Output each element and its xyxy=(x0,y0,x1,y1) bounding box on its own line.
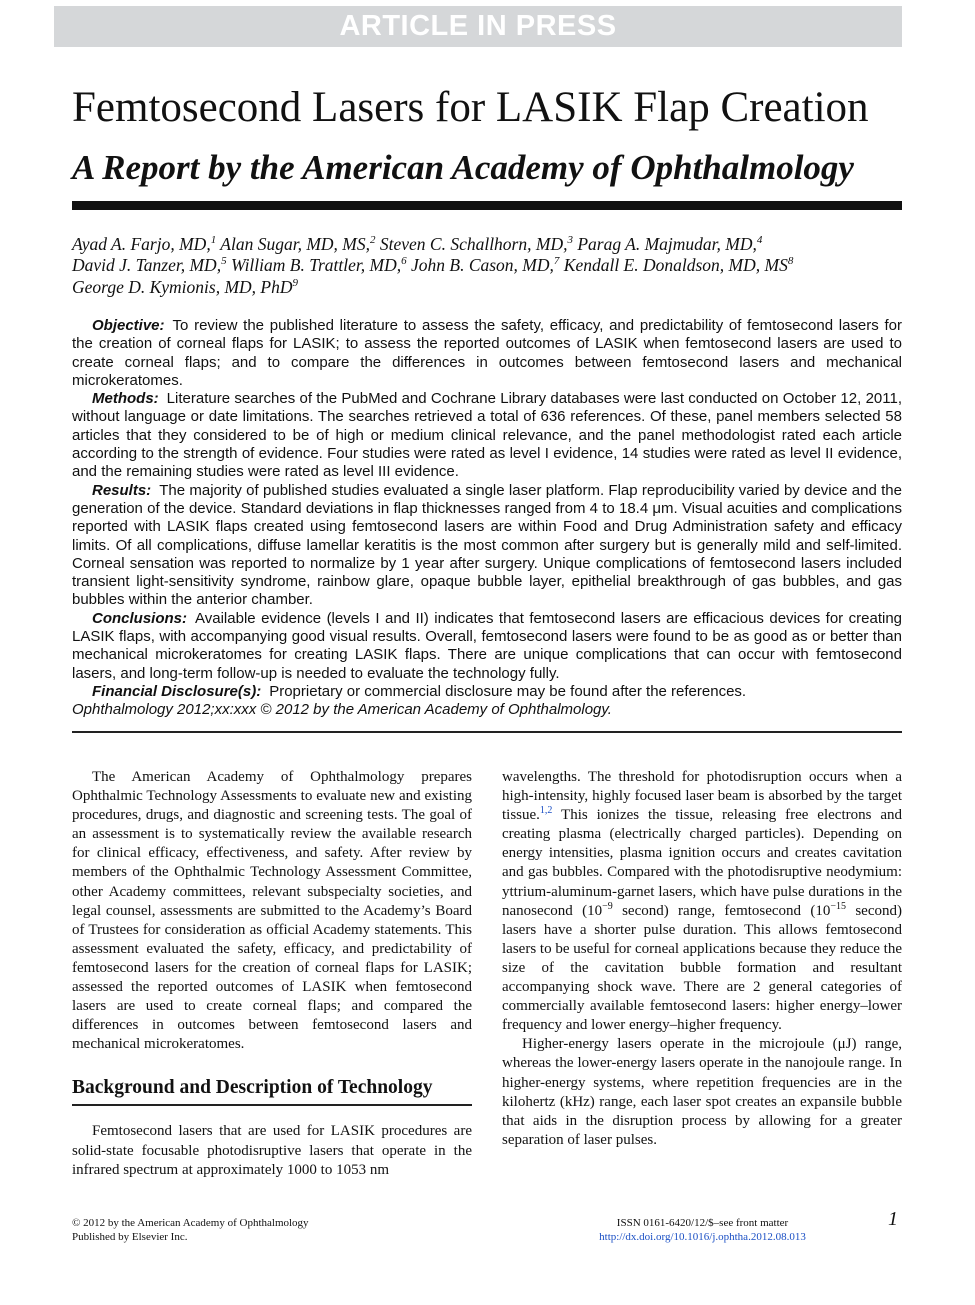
abstract-label: Financial Disclosure(s): xyxy=(92,682,262,700)
author-name: John B. Cason, MD, xyxy=(410,255,554,276)
abstract-conclusions xyxy=(72,610,902,683)
footer-identifiers xyxy=(560,1216,845,1244)
affiliation-marker: 2 xyxy=(369,234,376,247)
abstract-divider xyxy=(72,731,902,733)
abstract xyxy=(72,317,902,720)
abstract-label: Methods: xyxy=(92,390,159,408)
abstract-label: Results: xyxy=(92,481,152,499)
article-in-press-banner: ARTICLE IN PRESS xyxy=(54,6,902,47)
abstract-objective xyxy=(72,317,902,390)
abstract-text: Available evidence (levels I and II) indicates that femtosecond lasers are efficacious devices for creating LASIK flaps, with accompanying good visual results. Overall, femtosecond lasers were found to be as good as or better than mechanical microkeratomes for creating LASIK flaps. There are unique complications that can occur with femtosecond lasers, and long-term follow-up is needed to evaluate the technology fully. xyxy=(72,609,902,682)
author-line xyxy=(72,277,902,298)
affiliation-marker: 8 xyxy=(787,255,794,268)
abstract-disclosure xyxy=(72,683,902,720)
affiliation-marker: 7 xyxy=(553,255,560,268)
exponent: −15 xyxy=(830,900,847,912)
body-text: This ionizes the tissue, releasing free electrons and creating plasma (electrically charged particles). Depending on energy intensities, plasma ignition occurs and creates cavitation and gas bubbles. Compared with the photodisruptive neodymium: yttrium-aluminum-garnet lasers, which have pulse durations in the nanosecond (10 xyxy=(502,807,902,919)
body-text: second) range, femtosecond (10 xyxy=(612,902,831,919)
section-heading: Background and Description of Technology xyxy=(72,1076,472,1106)
author-name: Ayad A. Farjo, MD, xyxy=(72,234,211,254)
author-name: William B. Trattler, MD, xyxy=(230,255,402,276)
affiliation-marker: 3 xyxy=(567,234,573,247)
author-name: George D. Kymionis, MD, PhD xyxy=(72,276,293,297)
abstract-text: Literature searches of the PubMed and Cochrane Library databases were last conducted on October 12, 2011, without language or date limitations. The searches retrieved a total of 636 references. Of these, panel members selected 58 articles that they considered to be of high or medium clinical relevance, and the panel methodologist rated each article according to the strength of evidence. Four studies were rated as level I evidence, 14 studies were rated as level II evidence, and the remaining studies were rated as level III evidence. xyxy=(72,390,902,481)
copyright-text: © 2012 by the American Academy of Ophthalmology xyxy=(72,1217,309,1229)
article-title: Femtosecond Lasers for LASIK Flap Creation xyxy=(72,84,869,131)
abstract-label: Conclusions: xyxy=(92,609,188,627)
footer-copyright xyxy=(72,1216,452,1244)
affiliation-marker: 4 xyxy=(756,234,763,247)
publisher-text: Published by Elsevier Inc. xyxy=(72,1231,188,1243)
journal-citation: Ophthalmology 2012;xx:xxx © 2012 by the American Academy of Ophthalmology. xyxy=(72,701,612,719)
body-text: wavelengths. The threshold for photodisruption occurs when a high-intensity, highly focused laser beam is absorbed by the target tissue. xyxy=(502,769,902,824)
author-name: Parag A. Majmudar, MD, xyxy=(577,234,757,254)
abstract-label: Objective: xyxy=(92,317,165,334)
body-column-right xyxy=(502,768,902,1150)
affiliation-marker: 5 xyxy=(221,255,227,268)
body-text: second) lasers have a shorter pulse duration. This allows femtosecond lasers to be useful for corneal applications because they reduce the size of the cavitation bubble formation and resultant accompanying shock wave. There are 2 general categories of commercially available femtosecond lasers: higher energy–lower frequency and lower energy–higher frequency. xyxy=(502,902,902,1034)
abstract-text: To review the published literature to assess the safety, efficacy, and predictability of femtosecond lasers for the creation of corneal flaps for LASIK; to assess the reported outcomes of LASIK when femtosecond lasers are used to create corneal flaps; and to compare the differences in outcomes between femtosecond lasers and mechanical microkeratomes. xyxy=(72,317,902,389)
title-divider xyxy=(72,201,902,210)
author-name: David J. Tanzer, MD, xyxy=(72,255,222,276)
reference-link[interactable]: 1,2 xyxy=(539,805,553,817)
body-paragraph: Higher-energy lasers operate in the microjoule (μJ) range, whereas the lower-energy lasers operate in the nanojoule range. In higher-energy systems, where repetition frequencies are in the kilohertz (kHz) range, each laser spot creates an expansile bubble that aids in the disruption process by allowing for a greater separation of laser pulses. xyxy=(502,1036,902,1148)
doi-link[interactable]: http://dx.doi.org/10.1016/j.ophtha.2012.08.013 xyxy=(599,1231,806,1243)
body-paragraph: Femtosecond lasers that are used for LASIK procedures are solid-state focusable photodisruptive lasers that operate in the infrared spectrum at approximately 1000 to 1053 nm xyxy=(72,1123,472,1178)
page-number: 1 xyxy=(888,1208,898,1230)
intro-paragraph: The American Academy of Ophthalmology prepares Ophthalmic Technology Assessments to evaluate new and existing procedures, drugs, and diagnostic and screening tests. The goal of an assessment is to systematically review the available research for clinical efficacy, effectiveness, and safety. After review by members of the Ophthalmic Technology Assessment Committee, other Academy committees, relevant subspecialty societies, and legal counsel, assessments are submitted to the Academy’s Board of Trustees for consideration as official Academy statements. This assessment evaluated the safety, efficacy, and predictability of femtosecond lasers for the creation of corneal flaps for LASIK; assessed the reported outcomes of LASIK when femtosecond lasers are used to create corneal flaps; and compared the differences in outcomes between femtosecond lasers and mechanical microkeratomes. xyxy=(72,769,472,1053)
author-name: Kendall E. Donaldson, MD, MS xyxy=(563,255,788,276)
author-name: Alan Sugar, MD, MS, xyxy=(220,234,370,254)
author-list xyxy=(72,234,902,298)
body-column-left xyxy=(72,768,472,1180)
author-name: Steven C. Schallhorn, MD, xyxy=(379,234,568,254)
abstract-methods xyxy=(72,390,902,481)
affiliation-marker: 6 xyxy=(401,255,407,268)
abstract-text: The majority of published studies evaluated a single laser platform. Flap reproducibility varied by device and the generation of the device. Standard deviations in flap thicknesses ranged from 4 to 18.4 μm. Visual acuities and complications reported with LASIK flaps created using femtosecond lasers are within Food and Drug Administration safety and efficacy limits. Of all complications, diffuse lamellar keratitis is the most common after surgery but is generally mild and self-limited. Corneal sensation was reported to normalize by 1 year after surgery. Unique complications of femtosecond lasers included transient light-sensitivity syndrome, rainbow glare, opaque bubble layer, epithelial breakthrough of gas bubbles, and gas bubbles within the anterior chamber. xyxy=(72,481,902,609)
issn-text: ISSN 0161-6420/12/$–see front matter xyxy=(616,1217,789,1229)
exponent: −9 xyxy=(602,900,613,912)
author-line xyxy=(72,234,902,255)
affiliation-marker: 1 xyxy=(210,234,217,247)
affiliation-marker: 9 xyxy=(292,276,299,289)
abstract-results xyxy=(72,482,902,610)
abstract-text: Proprietary or commercial disclosure may be found after the references. xyxy=(269,682,747,700)
author-line xyxy=(72,255,902,276)
article-subtitle: A Report by the American Academy of Ophthalmology xyxy=(72,148,854,187)
body-paragraph xyxy=(502,768,902,1035)
